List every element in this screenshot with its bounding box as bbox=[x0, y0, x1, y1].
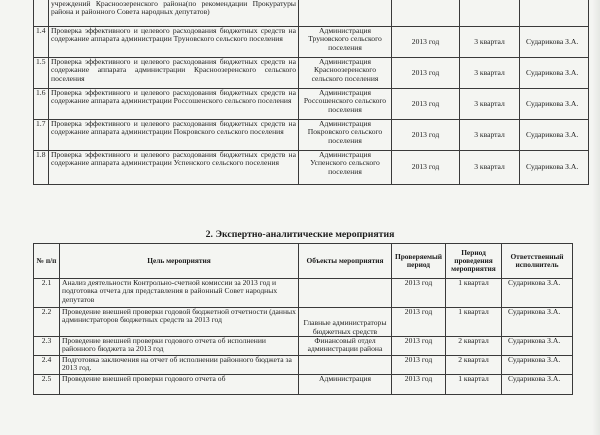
row-object bbox=[299, 356, 392, 375]
row-object: Администрация Покровского сельского поселения bbox=[299, 120, 392, 151]
row-responsible bbox=[520, 0, 589, 27]
header-goal: Цель мероприятия bbox=[60, 244, 299, 279]
row-period: 2013 год bbox=[392, 356, 446, 375]
row-period: 2013 год bbox=[392, 279, 446, 308]
row-object bbox=[299, 279, 392, 308]
row-goal: Проверка эффективного и целевого расходования бюджетных средств на содержание аппарата администрации Успенского сельского поселения bbox=[49, 151, 299, 185]
row-period: 2013 год bbox=[392, 89, 460, 120]
row-goal: Проведение внешней проверки годовой бюджетной отчетности (данных администраторов бюджетных средств за 2013 год bbox=[60, 308, 299, 337]
row-object: Главные администраторы бюджетных средств bbox=[299, 308, 392, 337]
row-goal: Анализ деятельности Контрольно-счетной комиссии за 2013 год и подготовка отчета для представления в районный Совет народных депутатов bbox=[60, 279, 299, 308]
row-number: 1.4 bbox=[34, 27, 49, 58]
row-responsible: Сударикова З.А. bbox=[520, 58, 589, 89]
row-number: 2.2 bbox=[34, 308, 60, 337]
row-period: 2013 год bbox=[392, 27, 460, 58]
row-object: Администрация Труновского сельского поселения bbox=[299, 27, 392, 58]
row-responsible: Сударикова З.А. bbox=[502, 308, 573, 337]
row-object: Финансовый отдел администрации района bbox=[299, 337, 392, 356]
row-number: 1.8 bbox=[34, 151, 49, 185]
table-row bbox=[34, 337, 573, 356]
row-number: 2.5 bbox=[34, 375, 60, 395]
table-row bbox=[34, 89, 589, 120]
row-responsible: Сударикова З.А. bbox=[502, 279, 573, 308]
row-term: 3 квартал bbox=[460, 27, 520, 58]
header-period: Проверяемый период bbox=[392, 244, 446, 279]
table-row bbox=[34, 0, 589, 27]
row-object: Администрация Красноозеренского сельского поселения bbox=[299, 58, 392, 89]
row-term: 1 квартал bbox=[446, 375, 502, 395]
row-responsible: Сударикова З.А. bbox=[520, 89, 589, 120]
row-number bbox=[34, 0, 49, 27]
row-period: 2013 год bbox=[392, 337, 446, 356]
row-term: 3 квартал bbox=[460, 151, 520, 185]
row-goal: Подготовка заключения на отчет об исполнении районного бюджета за 2013 год. bbox=[60, 356, 299, 375]
section-title: 2. Экспертно-аналитические мероприятия bbox=[205, 229, 395, 240]
row-term: 1 квартал bbox=[446, 308, 502, 337]
row-period: 2013 год bbox=[392, 120, 460, 151]
row-object: Администрация bbox=[299, 375, 392, 395]
row-goal: Проверка эффективного и целевого расходования бюджетных средств на содержание аппарата администрации Покровского сельского поселения bbox=[49, 120, 299, 151]
row-period: 2013 год bbox=[392, 308, 446, 337]
row-number: 1.6 bbox=[34, 89, 49, 120]
row-period bbox=[392, 0, 460, 27]
audit-table-1 bbox=[33, 0, 589, 185]
header-num: № п/п bbox=[34, 244, 60, 279]
row-number: 2.1 bbox=[34, 279, 60, 308]
table-row bbox=[34, 308, 573, 337]
row-term: 3 квартал bbox=[460, 120, 520, 151]
table-row bbox=[34, 279, 573, 308]
audit-table-1-body bbox=[34, 0, 589, 185]
row-goal: Проверка эффективного и целевого расходования бюджетных средств на содержание аппарата администрации Красноозеренского сельского поселения bbox=[49, 58, 299, 89]
row-object bbox=[299, 0, 392, 27]
row-responsible: Сударикова З.А. bbox=[502, 356, 573, 375]
row-object: Администрация Россошенского сельского поселения bbox=[299, 89, 392, 120]
row-responsible: Сударикова З.А. bbox=[502, 375, 573, 395]
row-number: 2.3 bbox=[34, 337, 60, 356]
row-period: 2013 год bbox=[392, 151, 460, 185]
scan-edge-shadow bbox=[592, 0, 600, 435]
row-goal: Проведение внешней проверки годового отчета об исполнении районного бюджета за 2013 год bbox=[60, 337, 299, 356]
row-term bbox=[460, 0, 520, 27]
table-row bbox=[34, 356, 573, 375]
row-term: 1 квартал bbox=[446, 279, 502, 308]
table-row bbox=[34, 27, 589, 58]
row-term: 2 квартал bbox=[446, 337, 502, 356]
header-row bbox=[34, 244, 573, 279]
row-term: 3 квартал bbox=[460, 58, 520, 89]
row-goal: учреждений Красноозеренского района(по рекомендации Прокуратуры района и районного Совета народных депутатов) bbox=[49, 0, 299, 27]
header-term: Период проведения мероприятия bbox=[446, 244, 502, 279]
header-responsible: Ответственный исполнитель bbox=[502, 244, 573, 279]
audit-table-2-header bbox=[34, 244, 573, 279]
row-object: Администрация Успенского сельского поселения bbox=[299, 151, 392, 185]
audit-table-2-body bbox=[34, 279, 573, 395]
row-responsible: Сударикова З.А. bbox=[520, 120, 589, 151]
row-goal: Проверка эффективного и целевого расходования бюджетных средств на содержание аппарата администрации Труновского сельского поселения bbox=[49, 27, 299, 58]
audit-table-2 bbox=[33, 243, 573, 395]
table-row bbox=[34, 375, 573, 395]
row-responsible: Сударикова З.А. bbox=[502, 337, 573, 356]
row-goal: Проведение внешней проверки годового отчета об bbox=[60, 375, 299, 395]
table-row bbox=[34, 120, 589, 151]
row-period: 2013 год bbox=[392, 58, 460, 89]
row-responsible: Сударикова З.А. bbox=[520, 151, 589, 185]
table-row bbox=[34, 58, 589, 89]
row-period: 2013 год bbox=[392, 375, 446, 395]
table-row bbox=[34, 151, 589, 185]
row-number: 1.7 bbox=[34, 120, 49, 151]
row-term: 2 квартал bbox=[446, 356, 502, 375]
header-object: Объекты мероприятия bbox=[299, 244, 392, 279]
row-responsible: Сударикова З.А. bbox=[520, 27, 589, 58]
row-goal: Проверка эффективного и целевого расходования бюджетных средств на содержание аппарата администрации Россошенского сельского поселения bbox=[49, 89, 299, 120]
row-number: 2.4 bbox=[34, 356, 60, 375]
row-term: 3 квартал bbox=[460, 89, 520, 120]
row-number: 1.5 bbox=[34, 58, 49, 89]
